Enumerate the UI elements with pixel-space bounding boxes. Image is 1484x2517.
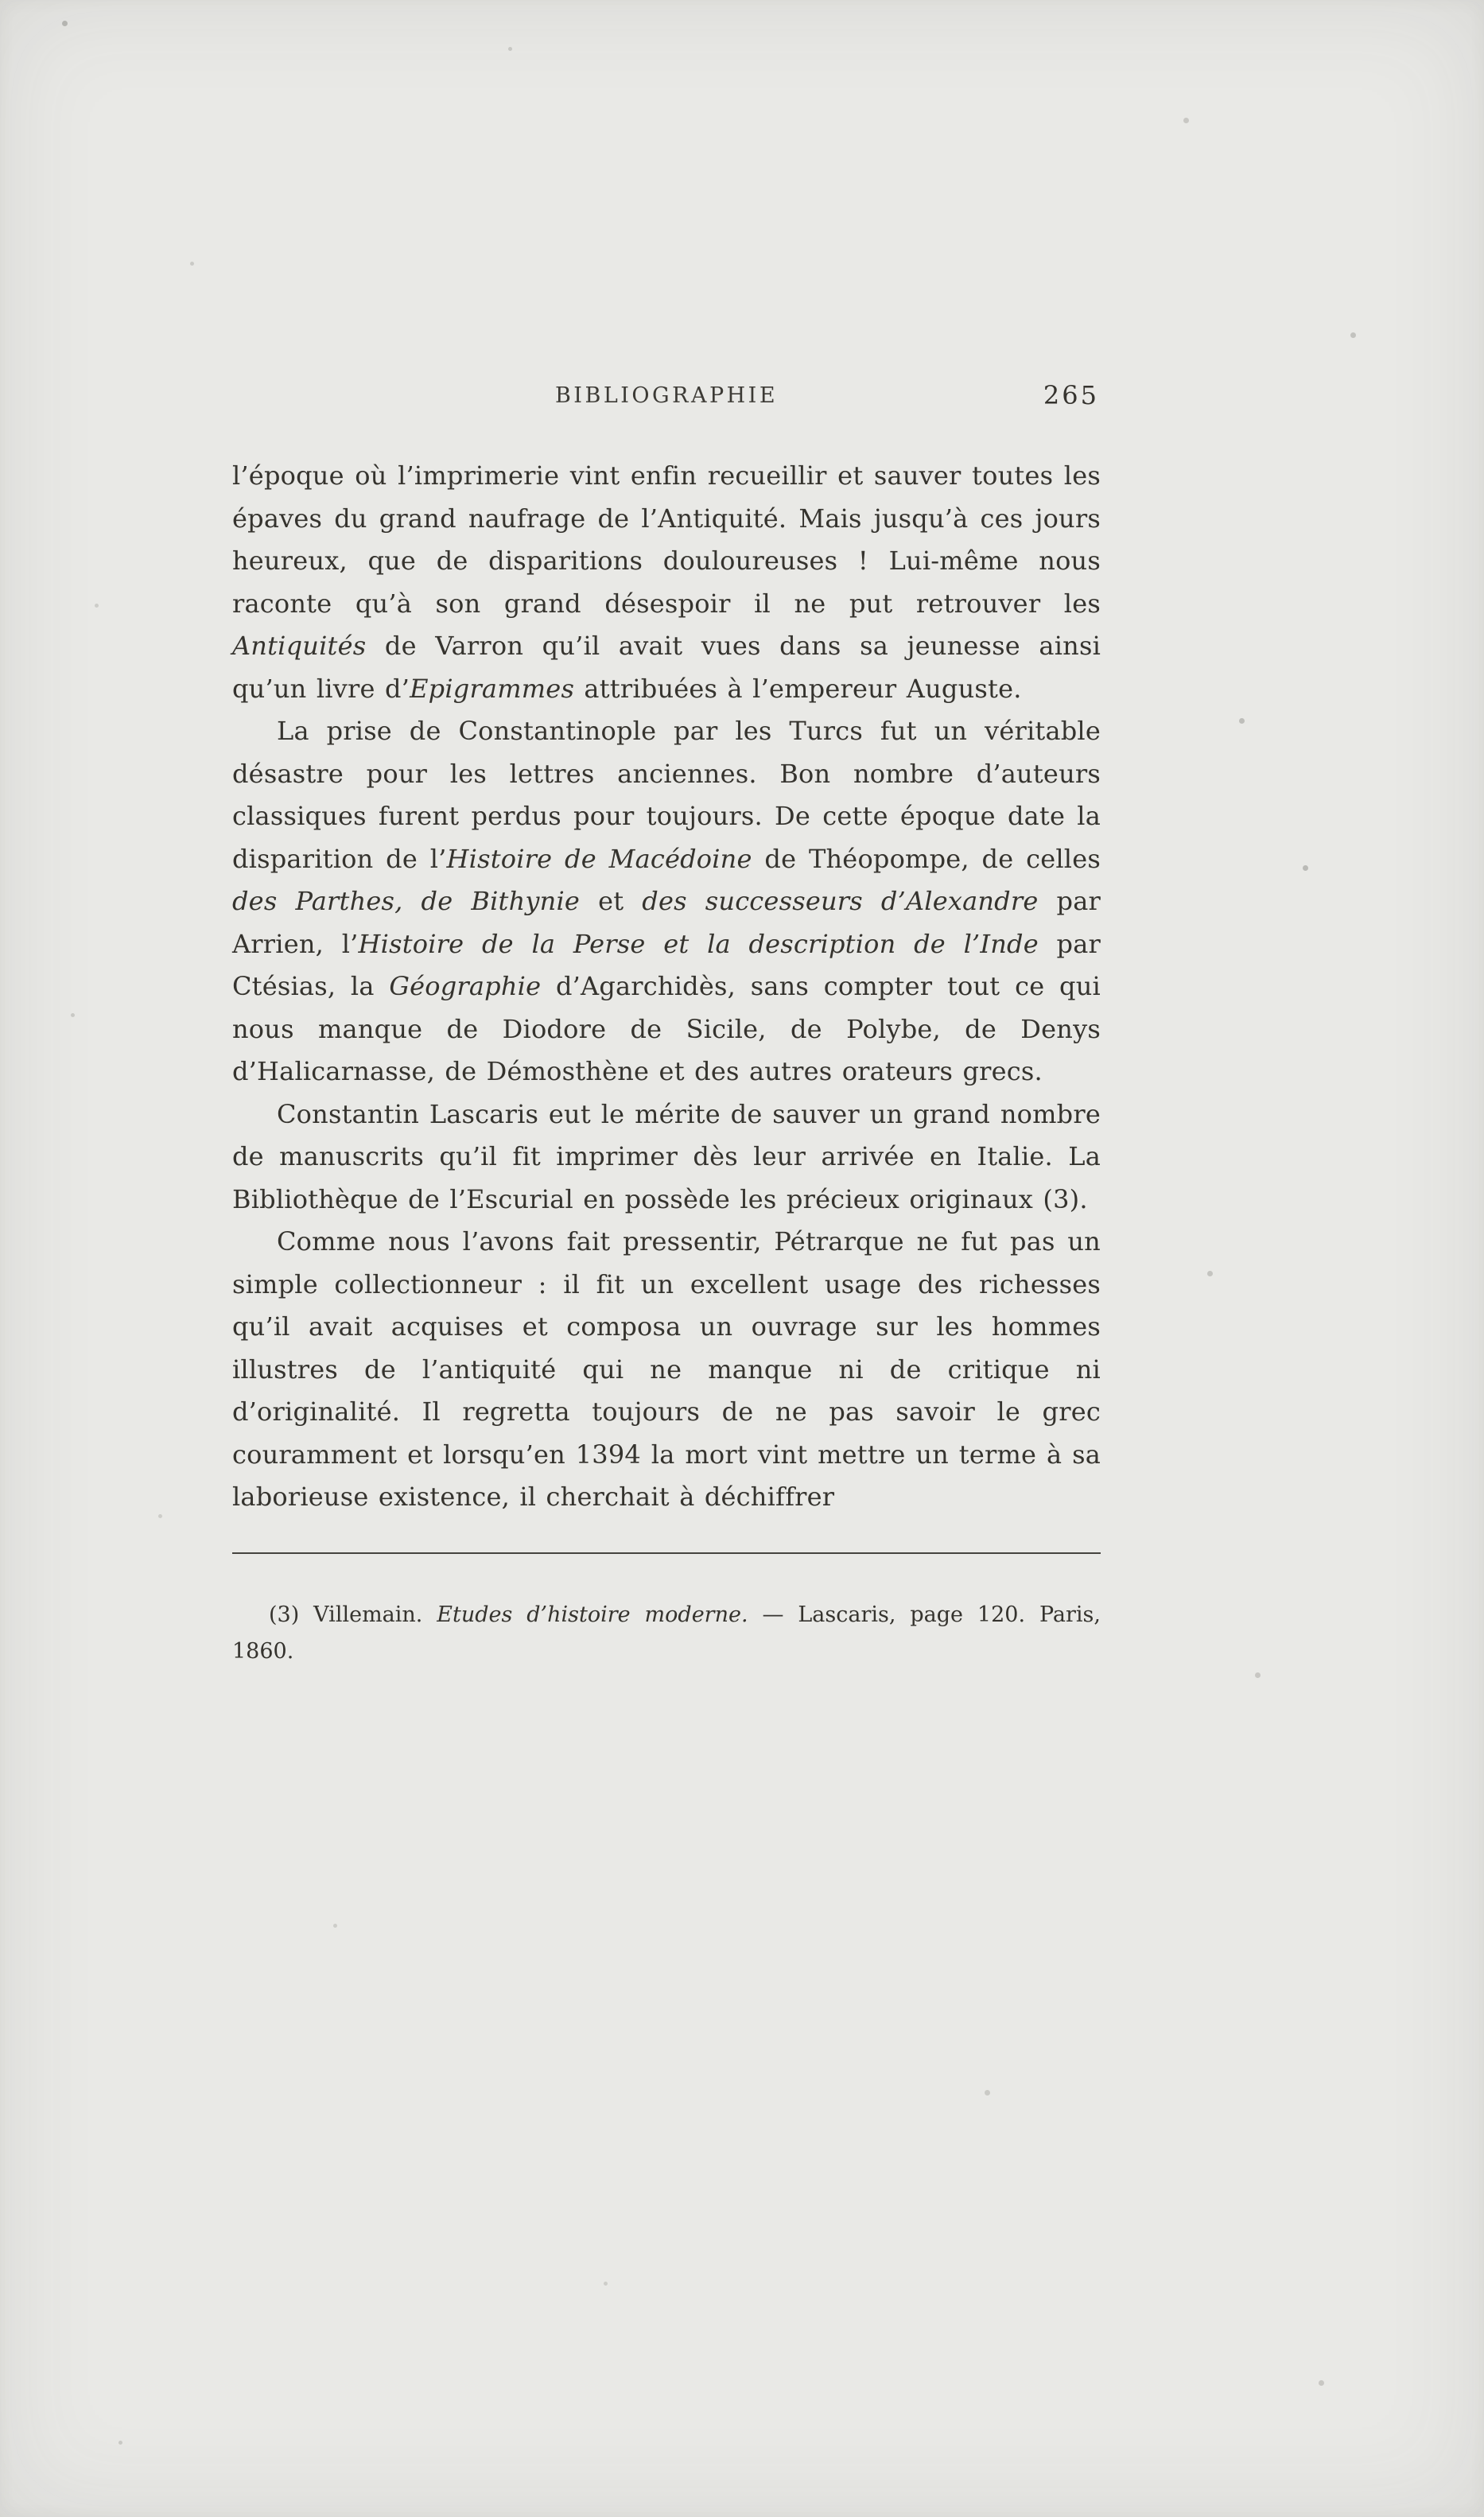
- italic-text-run: Histoire de Macédoine: [446, 843, 752, 874]
- footnote-rule: [232, 1552, 1101, 1554]
- text-run: — Lascaris, page 120. Paris, 1860.: [232, 1602, 1101, 1664]
- paragraph: [232, 1093, 1101, 1222]
- text-run: Comme nous l’avons fait pressentir, Pétrarque ne fut pas un simple collectionneur : il fit un excellent usage des richesses qu’il avait acquises et composa un ouvrage sur les hommes illustres de l’antiquité qui ne manque ni de critique ni d’originalité. Il regretta toujours de ne pas savoir le grec couramment et lorsqu’en 1394 la mort vint mettre un terme à sa laborieuse existence, il cherchait à déchiffrer: [232, 1226, 1101, 1512]
- text-run: et: [580, 886, 643, 916]
- running-header-title: BIBLIOGRAPHIE: [554, 383, 779, 408]
- paper-speckles: [0, 0, 2, 2]
- text-run: attribuées à l’empereur Auguste.: [574, 673, 1022, 704]
- text-run: de Théopompe, de celles: [752, 843, 1101, 874]
- body-text: [232, 455, 1101, 1519]
- paragraph: [232, 455, 1101, 710]
- text-run: d’Agarchidès, sans compter tout ce qui nous manque de Diodore de Sicile, de Polybe, de Denys d’Halicarnasse, de Démosthène et des autres orateurs grecs.: [232, 971, 1101, 1086]
- italic-text-run: Antiquités: [232, 631, 367, 661]
- text-run: de Varron qu’il avait vues dans sa jeunesse ainsi qu’un livre d’: [232, 631, 1101, 704]
- italic-text-run: Histoire de la Perse et la description de l’Inde: [358, 928, 1039, 959]
- running-header: [232, 380, 1101, 415]
- text-run: La prise de Constantinople par les Turcs fut un véritable désastre pour les lettres anciennes. Bon nombre d’auteurs classiques furent perdus pour toujours. De cette époque date la disparition de l’: [232, 716, 1101, 874]
- italic-text-run: Epigrammes: [410, 673, 575, 704]
- text-run: l’époque où l’imprimerie vint enfin recueillir et sauver toutes les épaves du grand naufrage de l’Antiquité. Mais jusqu’à ces jours heureux, que de disparitions douloureuses ! Lui-même nous raconte qu’à son grand désespoir il ne put retrouver les: [232, 460, 1101, 619]
- text-run: par Ctésias, la: [232, 928, 1101, 1001]
- text-column: [232, 380, 1101, 1670]
- text-run: par Arrien, l’: [232, 886, 1101, 959]
- page-number: 265: [1043, 380, 1099, 410]
- paragraph: [232, 1221, 1101, 1519]
- italic-text-run: Géographie: [389, 971, 542, 1001]
- italic-text-run: des successeurs d’Alexandre: [642, 886, 1039, 916]
- footnote: [232, 1597, 1101, 1670]
- text-run: (3) Villemain.: [269, 1602, 437, 1627]
- italic-text-run: des Parthes, de Bithynie: [232, 886, 581, 916]
- italic-text-run: Etudes d’histoire moderne.: [437, 1602, 748, 1627]
- paragraph: [232, 710, 1101, 1093]
- text-run: Constantin Lascaris eut le mérite de sauver un grand nombre de manuscrits qu’il fit imprimer dès leur arrivée en Italie. La Bibliothèque de l’Escurial en possède les précieux originaux (3).: [232, 1098, 1101, 1214]
